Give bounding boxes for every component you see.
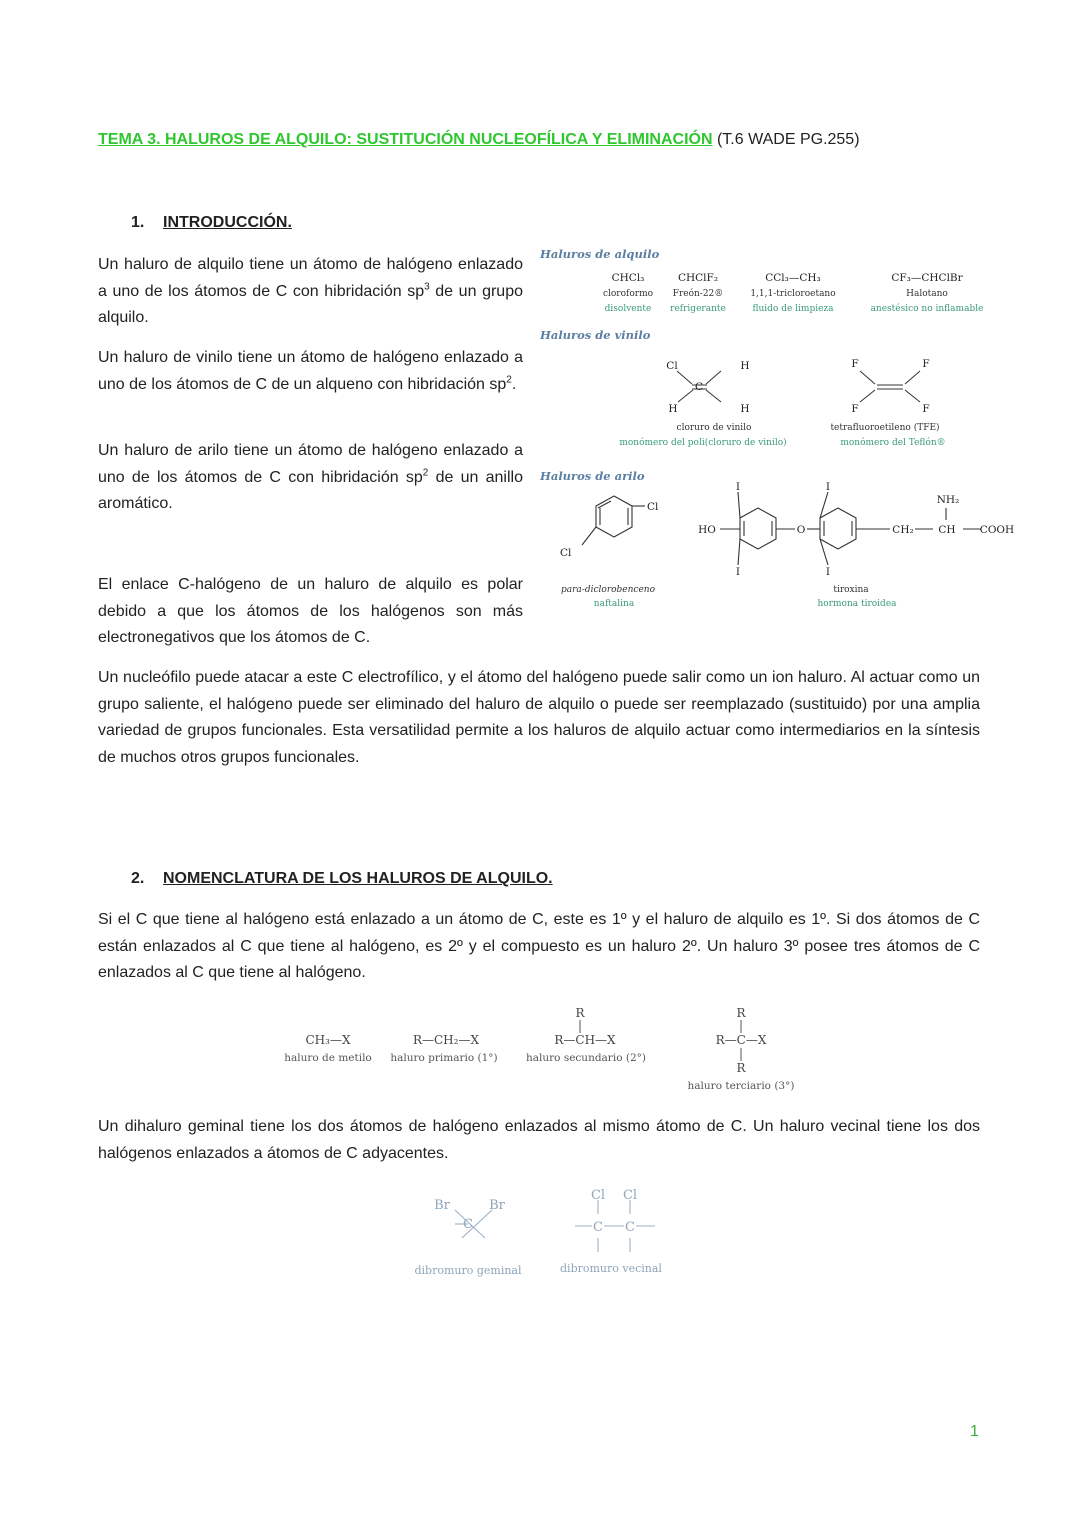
atom: Cl: [590, 1188, 606, 1203]
page-number: 1: [970, 1423, 979, 1440]
secondary-formula: R—CH—X: [554, 1033, 616, 1047]
paragraph-nucleophile: Un nucleófilo puede atacar a este C electrofílico, y el átomo del halógeno puede salir como un ion haluro. Al actuar como un grupo saliente, el halógeno puede ser eliminado del haluro de alquilo o puede ser reemplazado (sustituido) por una amplia variedad de grupos funcionales. Esta versatilidad permite a los haluros de alquilo actuar como intermediarios en la síntesis de muchos otros grupos funcionales.: [98, 669, 980, 766]
document-title: [98, 131, 860, 149]
chcl3-use: disolvente: [604, 304, 652, 314]
atom: HO: [698, 524, 716, 536]
chcl3-formula: CHCl₃: [611, 272, 645, 284]
atom: I: [735, 566, 741, 578]
atom: Cl: [622, 1188, 638, 1203]
primary-caption: haluro primario (1°): [390, 1052, 498, 1064]
halothane-use: anestésico no inflamable: [870, 304, 984, 314]
geminal-caption: dibromuro geminal: [414, 1264, 522, 1277]
tce-formula: CCl₃—CH₃: [765, 272, 821, 284]
atom: COOH: [979, 524, 1015, 536]
atom: F: [851, 403, 859, 415]
tertiary-formula: R—C—X: [715, 1033, 767, 1047]
halothane-formula: CF₃—CHClBr: [891, 272, 963, 284]
classification-figure: [280, 1000, 810, 1095]
halides-figure: [535, 240, 1015, 620]
atom: Br: [489, 1198, 505, 1213]
tertiary-caption: haluro terciario (3°): [687, 1080, 795, 1092]
freon-use: refrigerante: [670, 304, 726, 314]
atom: Cl: [560, 547, 572, 559]
paragraph-aryl-halide: [98, 438, 523, 518]
atom: O: [796, 524, 806, 536]
p2-sup: 2: [506, 374, 512, 386]
aryl-halides-label: Haluros de arilo: [540, 469, 645, 483]
dichlorobenzene-structure: [582, 496, 645, 545]
tfe-use: monómero del Teflón®: [840, 438, 946, 448]
freon-formula: CHClF₂: [677, 272, 719, 284]
atom: H: [668, 403, 678, 415]
primary-formula: R—CH₂—X: [412, 1033, 480, 1047]
tce-name: 1,1,1-tricloroetano: [750, 289, 836, 299]
chcl3-name: cloroformo: [602, 289, 654, 299]
atom: NH₂: [936, 494, 960, 506]
thyroxine-use: hormona tiroidea: [817, 599, 897, 609]
atom: C: [463, 1217, 473, 1232]
alkyl-examples: [603, 272, 983, 314]
atom: CH: [938, 524, 956, 536]
tfe-atoms: [851, 358, 929, 415]
methyl-formula: CH₃—X: [305, 1033, 351, 1047]
tertiary-r-bottom: R: [736, 1061, 746, 1075]
atom: I: [825, 481, 831, 493]
atom: Cl: [647, 501, 659, 513]
atom: I: [825, 566, 831, 578]
atom: Cl: [666, 360, 678, 372]
title-main: TEMA 3. HALUROS DE ALQUILO: SUSTITUCIÓN NUCLEOFÍLICA Y ELIMINACIÓN: [98, 131, 713, 148]
paragraph-alkyl-halide: [98, 252, 523, 332]
paragraph-geminal-vicinal: Un dihaluro geminal tiene los dos átomos de halógeno enlazados al mismo átomo de C. Un haluro vecinal tiene los dos halógenos enlazados a átomos de C adyacentes.: [98, 1118, 980, 1162]
halothane-name: Halotano: [906, 289, 948, 299]
thyroxine-name: tiroxina: [833, 585, 869, 595]
secondary-caption: haluro secundario (2°): [526, 1052, 646, 1064]
p3-sup: 2: [422, 467, 429, 479]
paragraph-classification: Si el C que tiene al halógeno está enlazado a un átomo de C, este es 1º y el haluro de alquilo es 1º. Si dos átomos de C están enlazados al C que tiene al halógeno, es 2º y el compuesto es un haluro 2º. Un haluro 3º posee tres átomos de C enlazados al C que tiene al halógeno.: [98, 911, 980, 981]
p3-text: Un haluro de arilo tiene un átomo de halógeno enlazado a uno de los átomos de C con hibridación sp: [98, 442, 523, 486]
alkyl-halides-label: Haluros de alquilo: [540, 247, 660, 261]
section-1-title: INTRODUCCIÓN.: [163, 214, 292, 231]
paragraph-polar-bond: El enlace C-halógeno de un haluro de alquilo es polar debido a que los átomos de los halógenos son más electronegativos que los átomos de C.: [98, 576, 523, 646]
vicinal-caption: dibromuro vecinal: [560, 1262, 662, 1275]
tfe-structure: [860, 371, 920, 402]
atom: H: [740, 403, 750, 415]
section-2-title: NOMENCLATURA DE LOS HALUROS DE ALQUILO.: [163, 870, 553, 887]
atom: C: [593, 1220, 603, 1235]
vinyl-halides-label: Haluros de vinilo: [540, 328, 651, 342]
tfe-name: tetrafluoroetileno (TFE): [830, 423, 940, 433]
p1-text-end: de un grupo alquilo.: [98, 282, 523, 326]
atom: C: [694, 381, 704, 393]
atom: F: [922, 403, 930, 415]
p3-text-end: de un anillo aromático.: [98, 468, 523, 512]
dichlorobenzene-use: naftalina: [593, 599, 635, 609]
atom: CH₂: [892, 524, 914, 536]
paragraph-vinyl-halide: [98, 345, 523, 398]
atom: Br: [434, 1198, 450, 1213]
p1-text: Un haluro de alquilo tiene un átomo de halógeno enlazado a uno de los átomos de C con hibridación sp: [98, 256, 523, 300]
atom: I: [735, 481, 741, 493]
atom: F: [851, 358, 859, 370]
title-reference: (T.6 WADE PG.255): [712, 131, 860, 148]
atom: H: [740, 360, 750, 372]
dibromide-figure: [400, 1180, 690, 1280]
section-2-number: 2.: [131, 870, 145, 887]
dichlorobenzene-name: para-diclorobenceno: [561, 585, 655, 595]
p2-text-end: .: [511, 375, 517, 393]
secondary-r: R: [575, 1006, 585, 1020]
vinyl-chloride-name: cloruro de vinilo: [676, 423, 752, 433]
p1-sup: 3: [424, 281, 430, 293]
tce-use: fluido de limpieza: [752, 304, 834, 314]
section-1-number: 1.: [131, 214, 145, 231]
atom: C: [625, 1220, 635, 1235]
freon-name: Freón-22®: [672, 289, 724, 299]
atom: F: [922, 358, 930, 370]
vinyl-chloride-use: monómero del poli(cloruro de vinilo): [619, 438, 787, 448]
p2-text: Un haluro de vinilo tiene un átomo de halógeno enlazado a uno de los átomos de C de un alqueno con hibridación sp: [98, 349, 523, 393]
section-2-heading: [131, 870, 553, 888]
tertiary-r-top: R: [736, 1006, 746, 1020]
section-1-heading: [131, 214, 292, 232]
methyl-caption: haluro de metilo: [284, 1052, 372, 1064]
vinyl-chloride-atoms: [666, 360, 749, 415]
